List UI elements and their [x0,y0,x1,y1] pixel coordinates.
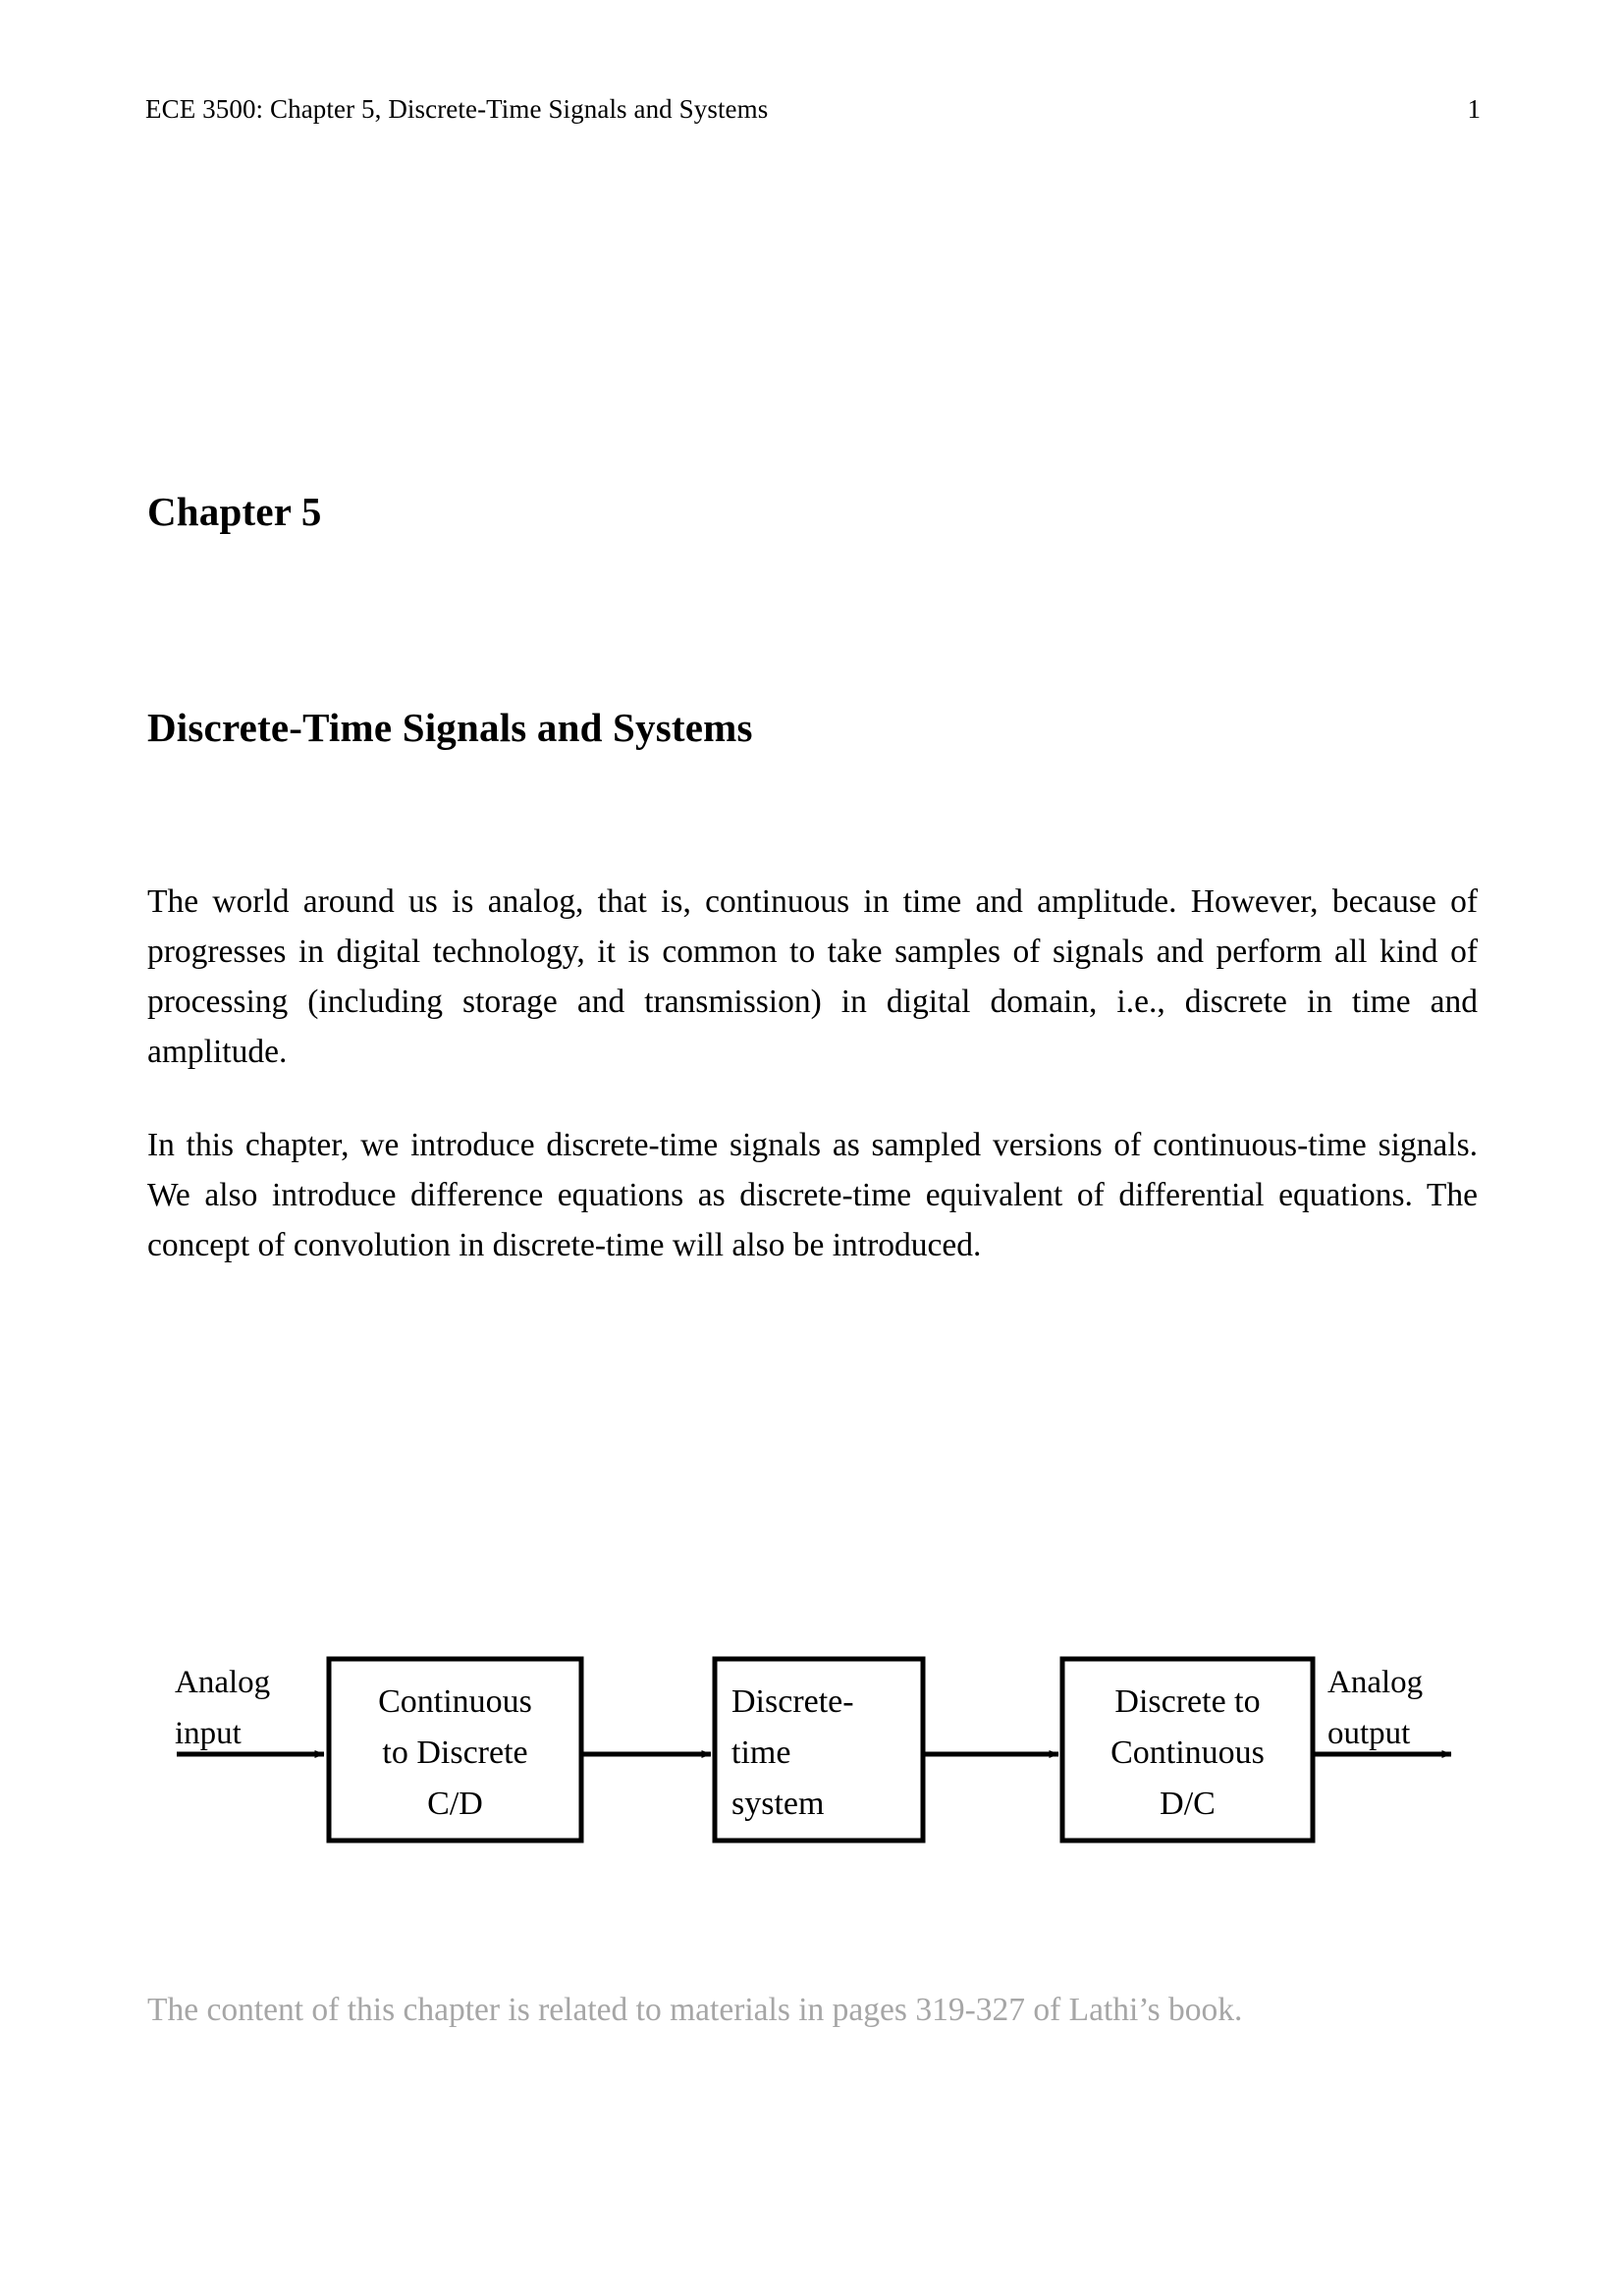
paragraph-1: The world around us is analog, that is, continuous in time and amplitude. However, because of progresses in digital technology, it is common to take samples of signals and perform all kind of processing (including storage and transmission) in digital domain, i.e., discrete in time and amplitude. [147,883,1478,1070]
block1-line2: to Discrete [382,1735,528,1771]
block3-line3: D/C [1160,1786,1216,1822]
block3-line2: Continuous [1110,1735,1265,1771]
block3-line1: Discrete to [1114,1683,1261,1720]
page-header [145,94,1481,125]
page-number: 1 [1467,94,1481,124]
block-discrete-to-continuous [1062,1659,1313,1841]
block2-line1: Discrete- [731,1683,854,1720]
chapter-title: Discrete-Time Signals and Systems [147,705,753,750]
block1-line3: C/D [427,1786,483,1822]
paragraph-2: In this chapter, we introduce discrete-time signals as sampled versions of continuous-time signals. We also introduce difference equations as discrete-time equivalent of differential equations. The concept of convolution in discrete-time will also be introduced. [147,1127,1478,1263]
chapter-label: Chapter 5 [147,489,322,534]
block-discrete-time-system [715,1659,923,1841]
block1-line1: Continuous [378,1683,532,1720]
header-title: ECE 3500: Chapter 5, Discrete-Time Signals and Systems [145,94,769,124]
footer-note: The content of this chapter is related to materials in pages 319-327 of Lathi’s book. [147,1992,1243,2028]
output-label-line1: Analog [1327,1665,1424,1700]
block2-line3: system [731,1786,825,1822]
output-label-line2: output [1327,1716,1411,1751]
block2-line2: time [731,1735,791,1771]
input-label-line1: Analog [175,1665,271,1700]
body-text [147,877,1478,1270]
input-label-line2: input [175,1716,242,1751]
block-continuous-to-discrete [329,1659,581,1841]
